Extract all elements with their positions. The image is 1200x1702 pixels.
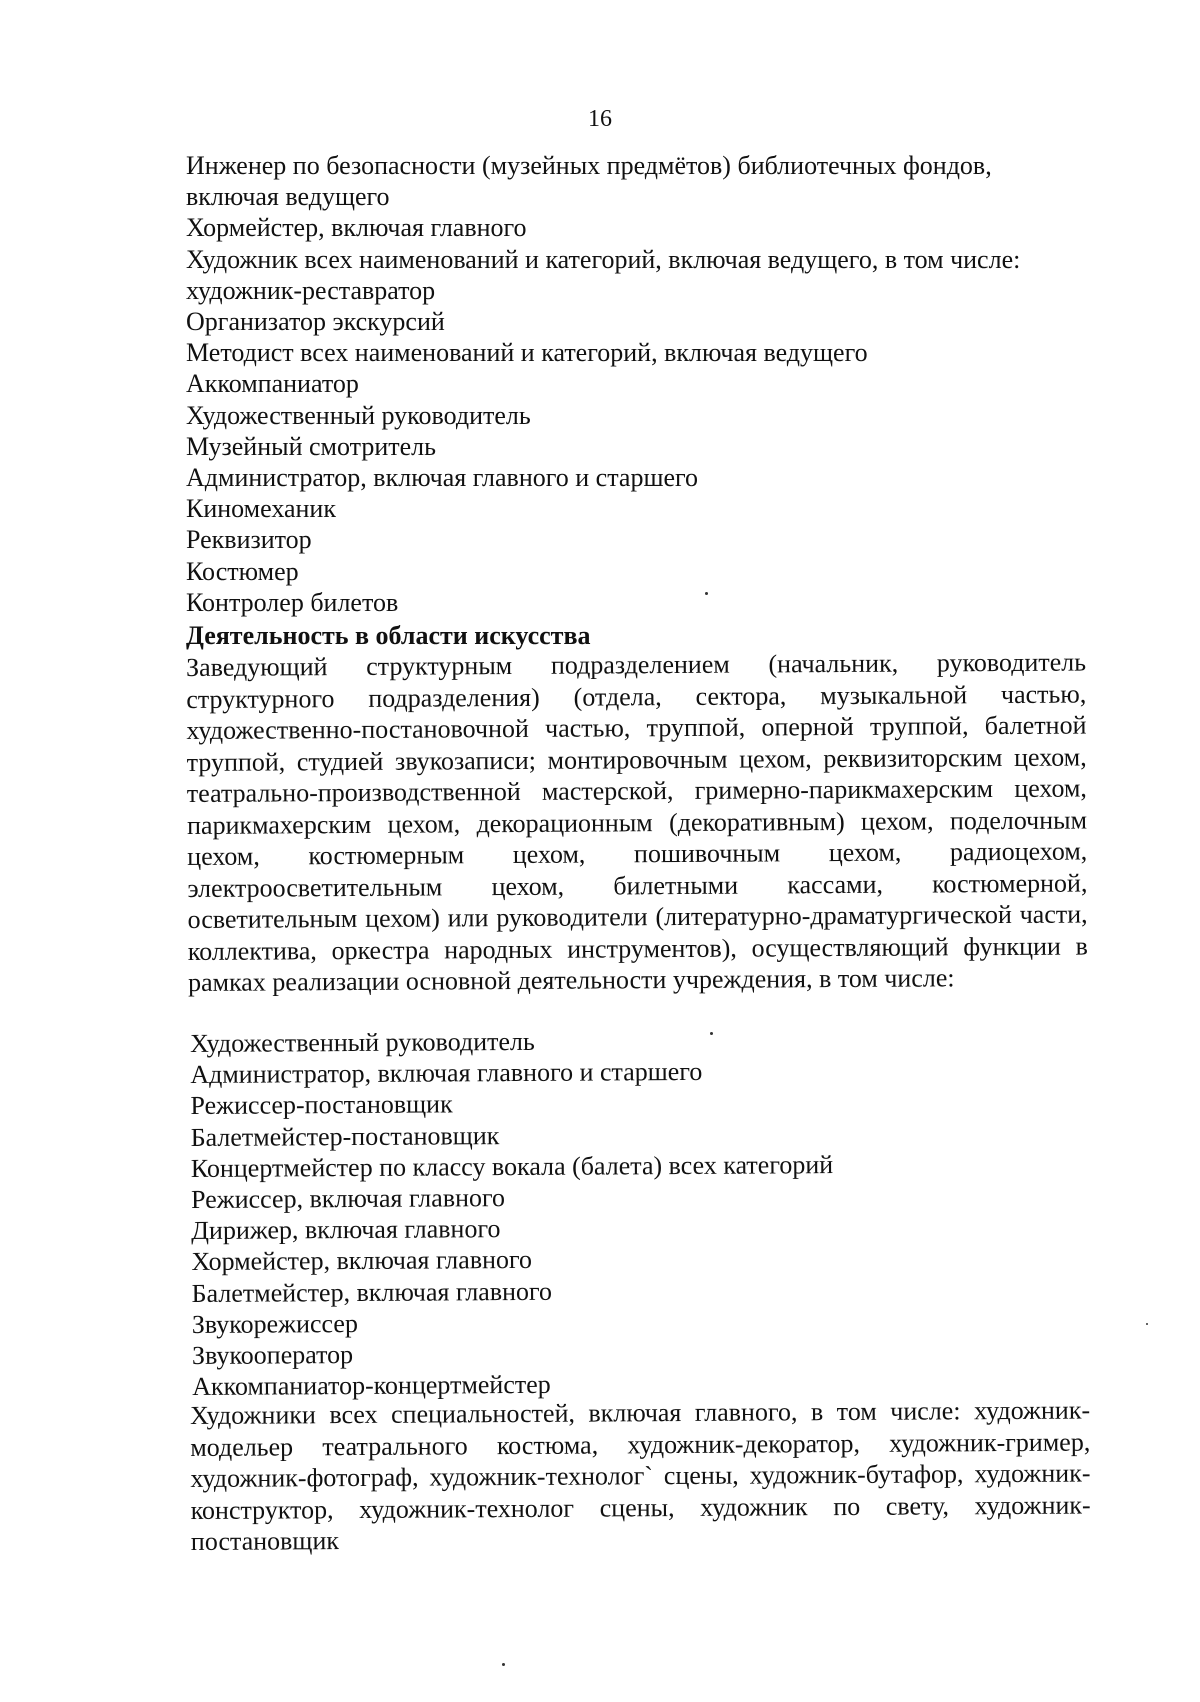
- scan-speck: [710, 1032, 713, 1035]
- list-item: Художественный руководитель: [190, 1026, 535, 1058]
- arts-position-list: [190, 1023, 1092, 1403]
- list-item: Балетмейстер, включая главного: [191, 1276, 553, 1308]
- scan-speck: [1146, 1323, 1148, 1325]
- list-item: Костюмер: [186, 556, 299, 586]
- list-item: Хормейстер, включая главного: [186, 213, 527, 243]
- list-item: Хормейстер, включая главного: [191, 1245, 533, 1277]
- list-item: Аккомпаниатор: [186, 369, 359, 399]
- list-item: Дирижер, включая главного: [191, 1214, 501, 1246]
- page-number: 16: [588, 106, 612, 132]
- list-item: Киномеханик: [186, 494, 336, 524]
- list-item: Режиссер, включая главного: [190, 1183, 506, 1215]
- list-item: Реквизитор: [186, 525, 312, 555]
- list-item: Организатор экскурсий: [186, 307, 445, 337]
- scan-speck: [502, 1663, 505, 1666]
- section-paragraph: Заведующий структурным подразделением (начальник, руководитель структурного подразделения) (отдела, сектора, музыкальной частью, художественно-постановочной частью, труппой, оперной труппой, балетной труппой, студией звукозаписи; монтировочным цехом, реквизиторским цехом, театрально-производственной мастерской, гримерно-парикмахерским цехом, парикмахерским цехом, декорационным (декоративным) цехом, поделочным цехом, костюмерным цехом, пошивочным цехом, радиоцехом, электроосветительным цехом, билетными кассами, костюмерной, осветительным цехом) или руководители (литературно-драматургической части, коллектива, оркестра народных инструментов), осуществляющий функции в рамках реализации основной деятельности учреждения, в том числе:: [186, 647, 1088, 997]
- list-item: Режиссер-постановщик: [190, 1089, 453, 1121]
- list-item: Аккомпаниатор-концертмейстер: [192, 1370, 551, 1402]
- list-item: Художник всех наименований и категорий, включая ведущего, в том числе:: [186, 244, 1021, 274]
- list-item: художник-реставратор: [186, 275, 436, 305]
- list-item: Контролер билетов: [186, 587, 399, 617]
- list-item: Балетмейстер-постановщик: [190, 1120, 500, 1152]
- list-item: Художественный руководитель: [186, 400, 531, 430]
- section-heading: Деятельность в области искусства: [186, 621, 591, 650]
- list-item: Концертмейстер по классу вокала (балета) всех категорий: [190, 1149, 834, 1183]
- scan-speck: [705, 592, 708, 595]
- list-item: включая ведущего: [186, 182, 390, 212]
- list-item: Инженер по безопасности (музейных предмётов) библиотечных фондов,: [186, 151, 992, 180]
- list-item: Администратор, включая главного и старшего: [190, 1057, 703, 1090]
- list-item: Администратор, включая главного и старшего: [186, 463, 699, 493]
- list-item: Звукооператор: [191, 1340, 354, 1371]
- list-item: Звукорежиссер: [191, 1308, 358, 1339]
- artists-paragraph: Художники всех специальностей, включая главного, в том числе: художник-модельер театрального костюма, художник-декоратор, художник-гример, художник-фотограф, художник-технолог` сцены, художник-бутафор, художник-конструктор, художник-технолог сцены, художник по свету, художник-постановщик: [190, 1395, 1091, 1556]
- list-item: Методист всех наименований и категорий, включая ведущего: [186, 338, 868, 368]
- top-position-list: [186, 150, 1086, 618]
- list-item: Музейный смотритель: [186, 431, 436, 461]
